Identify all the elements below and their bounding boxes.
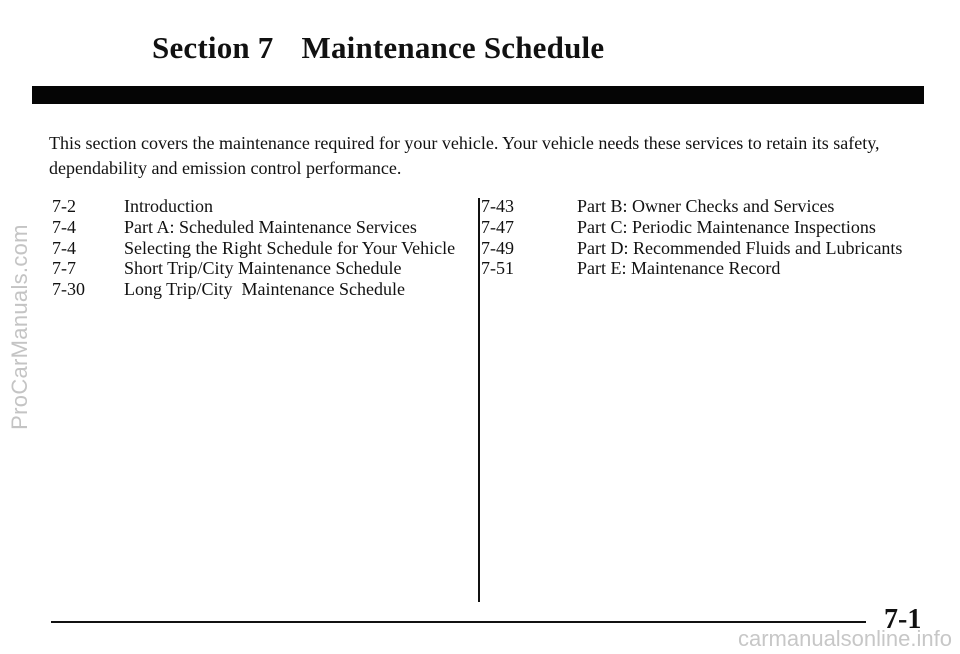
- toc-entry-title: Short Trip/City Maintenance Schedule: [124, 258, 402, 279]
- toc-page-number: 7-43: [481, 196, 514, 216]
- side-watermark: [0, 0, 40, 654]
- toc-entry[interactable]: [481, 258, 902, 279]
- title-bar: [32, 86, 924, 104]
- toc-entry[interactable]: [481, 196, 902, 217]
- toc-entry[interactable]: [481, 238, 902, 259]
- toc-entry[interactable]: [52, 238, 455, 259]
- footer-rule: [51, 621, 866, 623]
- toc-entry-title: Long Trip/City Maintenance Schedule: [124, 279, 405, 300]
- toc-left-column: [52, 196, 455, 300]
- toc-right-column: [481, 196, 902, 279]
- column-divider: [478, 198, 480, 602]
- toc-page-number: 7-47: [481, 216, 514, 237]
- toc-page-number: 7-4: [52, 237, 76, 258]
- toc-entry[interactable]: [52, 217, 455, 238]
- toc-entry[interactable]: [481, 217, 902, 238]
- side-watermark-text: ProCarManuals.com: [7, 224, 32, 430]
- bottom-watermark: carmanualsonline.info: [737, 626, 952, 651]
- toc-entry-title: Part A: Scheduled Maintenance Services: [124, 216, 417, 237]
- toc-page-number: 7-2: [52, 196, 76, 216]
- toc-page-number: 7-30: [52, 279, 85, 300]
- toc-page-number: 7-51: [481, 258, 514, 279]
- section-title-text: Maintenance Schedule: [301, 30, 605, 65]
- page-number: 7-1: [884, 604, 922, 635]
- toc-entry[interactable]: [52, 279, 455, 300]
- toc-entry[interactable]: [52, 258, 455, 279]
- toc-page-number: 7-7: [52, 258, 76, 279]
- toc-entry[interactable]: [52, 196, 455, 217]
- section-label: Section 7: [152, 30, 274, 65]
- intro-paragraph: This section covers the maintenance required for your vehicle. Your vehicle needs these services to retain its safety, dependability and emission control performance.: [49, 133, 880, 178]
- toc-entry-title: Part B: Owner Checks and Services: [577, 196, 835, 216]
- page-title: [152, 30, 604, 66]
- toc-entry-title: Part D: Recommended Fluids and Lubricants: [577, 237, 903, 258]
- toc-page-number: 7-4: [52, 216, 76, 237]
- toc-entry-title: Introduction: [124, 196, 213, 216]
- toc-entry-title: Part E: Maintenance Record: [577, 258, 781, 279]
- toc-entry-title: Selecting the Right Schedule for Your Vehicle: [124, 237, 456, 258]
- toc-page-number: 7-49: [481, 237, 514, 258]
- toc-entry-title: Part C: Periodic Maintenance Inspections: [577, 216, 876, 237]
